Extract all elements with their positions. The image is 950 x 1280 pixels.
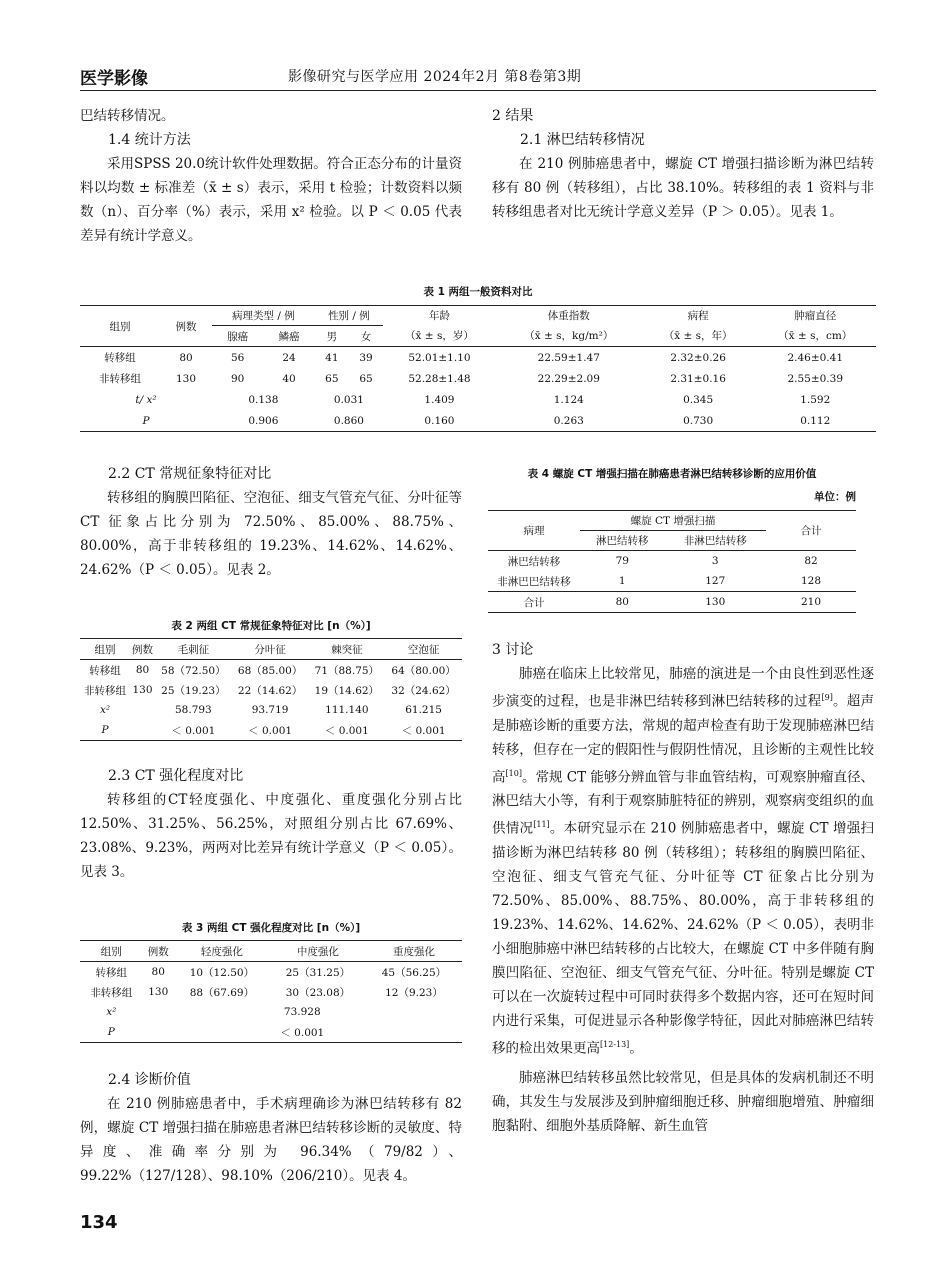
t4-h-path: 病理 — [523, 525, 545, 537]
t1-h-path: 病理类型 / 例 — [212, 306, 315, 326]
t1-cell: t/ x² — [135, 393, 157, 406]
t2-cell — [130, 700, 155, 720]
t2-header: 空泡征 — [407, 643, 440, 656]
t2-cell: 25（19.23） — [161, 684, 226, 697]
table-4 — [488, 466, 856, 613]
p3-part-a: 肺癌在临床上比较常见，肺癌的演进是一个由良性到恶性逐步演变的过程，也是非淋巴结转移到淋巴结转移的过程 — [492, 666, 874, 710]
t1-h-group: 组别 — [109, 320, 131, 333]
t2-header: 毛刺征 — [177, 643, 210, 656]
right-column-top — [492, 104, 874, 224]
t1-unit-course: （x̄ ± s，年） — [663, 330, 733, 343]
heading-2-3: 2.3 CT 强化程度对比 — [108, 768, 244, 784]
paragraph-2-3: 转移组的CT轻度强化、中度强化、重度强化分别占比 12.50%、31.25%、56.25%，对照组分别占比 67.69%、23.08%、9.23%，两两对比差异有统计学意义（P ＜ 0.05）。见表 3。 — [80, 792, 462, 880]
section-2-4 — [80, 1068, 462, 1188]
t4-h-total: 合计 — [800, 525, 822, 537]
t1-cell: 2.32±0.26 — [670, 351, 726, 364]
t2-header: 组别 — [94, 643, 116, 656]
t4-cell: 128 — [800, 575, 822, 587]
t1-cell: 0.160 — [424, 414, 455, 427]
t3-cell: 10（12.50） — [189, 966, 255, 979]
t2-cell: 58.793 — [175, 704, 212, 716]
t2-cell — [130, 720, 155, 741]
t3-header: 轻度强化 — [200, 945, 243, 958]
t3-header: 中度强化 — [296, 945, 339, 958]
t1-h-bmi: 体重指数 — [547, 310, 590, 323]
t2-cell: 64（80.00） — [391, 664, 456, 677]
journal-name: 医学影像 — [80, 69, 148, 89]
table-row — [80, 389, 876, 410]
t3-cell: 73.928 — [283, 1006, 321, 1018]
t2-cell: 61.215 — [405, 704, 442, 716]
t4-cell: 127 — [705, 575, 726, 587]
t1-cell: 2.31±0.16 — [670, 372, 726, 385]
t3-cell: 25（31.25） — [285, 966, 351, 979]
t4-cell: 130 — [705, 596, 726, 608]
t4-cell: 3 — [711, 555, 719, 567]
t1-cell: 0.906 — [248, 414, 279, 427]
table-row — [80, 410, 876, 432]
t1-cell: 52.01±1.10 — [408, 351, 471, 364]
citation-11: [11] — [533, 820, 550, 829]
t3-header: 例数 — [147, 945, 169, 958]
t1-cell: 41 — [325, 351, 339, 364]
t3-cell: 80 — [151, 966, 165, 978]
t3-cell: P — [107, 1026, 115, 1038]
t4-h-ct: 螺旋 CT 增强扫描 — [580, 511, 766, 531]
running-header — [80, 62, 876, 91]
t1-cell: 65 — [325, 372, 339, 385]
page-number: 134 — [80, 1212, 118, 1233]
t2-cell: 非转移组 — [84, 684, 126, 697]
paragraph-2-1: 在 210 例肺癌患者中，螺旋 CT 增强扫描诊断为淋巴结转移有 80 例（转移组），占比 38.10%。转移组的表 1 资料与非转移组患者对比无统计学意义差异（P ＞ 0.05）。见表 1。 — [492, 156, 874, 220]
t3-header: 重度强化 — [392, 945, 435, 958]
t1-cell: 0.730 — [683, 414, 714, 427]
t1-cell: 1.592 — [800, 393, 831, 406]
t2-cell: P — [101, 724, 109, 736]
t2-header: 棘突征 — [331, 643, 363, 656]
t1-cell: 非转移组 — [99, 373, 141, 385]
t4-cell: 80 — [615, 596, 629, 608]
p3-part-c: 。常规 CT 能够分辨血管与非血管结构，可观察肿瘤直径、淋巴结大小等，有利于观察肺脏特征的辨别，观察病变组织的血供情况 — [492, 769, 875, 837]
t2-cell: 80 — [135, 664, 150, 676]
table-2-grid — [80, 638, 462, 741]
heading-2-1: 2.1 淋巴结转移情况 — [520, 132, 645, 148]
table-row — [80, 347, 876, 369]
t3-cell: 非转移组 — [90, 986, 133, 999]
t1-sub-male: 男 — [326, 330, 338, 343]
heading-1-4: 1.4 统计方法 — [108, 132, 191, 148]
t4-cell: 79 — [615, 555, 629, 567]
table-3-grid — [80, 940, 462, 1043]
t2-cell: 58（72.50） — [161, 664, 226, 677]
t2-cell: 19（14.62） — [314, 684, 380, 697]
paragraph-3-2: 肺癌淋巴结转移虽然比较常见，但是具体的发病机制还不明确，其发生与发展涉及到肿瘤细胞迁移、肿瘤细胞增殖、肿瘤细胞黏附、细胞外基质降解、新生血管 — [492, 1070, 874, 1134]
table-3 — [80, 920, 462, 1043]
section-2-3 — [80, 764, 462, 884]
table-row — [488, 551, 856, 572]
t1-cell: 56 — [231, 351, 245, 364]
t4-sub-pos: 淋巴结转移 — [596, 535, 649, 547]
t1-cell: 40 — [282, 372, 296, 385]
t1-cell: 24 — [282, 351, 296, 364]
table-row — [80, 1002, 462, 1022]
t2-cell: ＜ 0.001 — [401, 724, 446, 737]
t2-cell: 转移组 — [89, 664, 121, 677]
t4-cell: 82 — [804, 555, 818, 567]
t2-cell: 32（24.62） — [391, 684, 456, 697]
table-2 — [80, 618, 462, 741]
citation-12-13: [12-13] — [600, 1039, 630, 1049]
t3-cell: 30（23.08） — [285, 986, 351, 999]
t1-cell: 52.28±1.48 — [408, 372, 471, 385]
t1-cell: P — [142, 414, 150, 427]
t1-cell: 90 — [231, 372, 245, 385]
t1-cell: 65 — [359, 372, 373, 385]
t1-cell: 0.263 — [553, 414, 584, 427]
t2-cell: 68（85.00） — [237, 664, 303, 677]
t1-h-n: 例数 — [175, 320, 197, 333]
paragraph-1-4: 采用SPSS 20.0统计软件处理数据。符合正态分布的计量资料以均数 ± 标准差（x̄ ± s）表示，采用 t 检验；计数资料以频数（n）、百分率（%）表示，采用 x² 检验。以 P ＜ 0.05 代表差异有统计学意义。 — [80, 156, 462, 244]
t1-cell: 2.55±0.39 — [787, 372, 844, 385]
citation-9: [9] — [821, 693, 833, 702]
t2-cell: 71（88.75） — [314, 664, 380, 677]
t2-header: 例数 — [132, 643, 154, 656]
paragraph-intro-tail: 巴结转移情况。 — [80, 108, 175, 124]
t1-cell: 22.29±2.09 — [537, 372, 600, 385]
t3-header: 组别 — [100, 945, 122, 958]
t1-cell: 80 — [179, 351, 193, 364]
table-4-unit: 单位：例 — [814, 491, 856, 503]
t1-unit-tumor: （x̄ ± s，cm） — [778, 330, 853, 343]
t3-cell: 转移组 — [95, 966, 128, 979]
p3-part-b: 。超声是肺癌诊断的重要方法，常规的超声检查有助于发现肺癌淋巴结转移，但存在一定的假阳性与假阴性情况，且诊断的主观性比较高 — [492, 693, 875, 785]
left-column-top — [80, 104, 462, 248]
t1-cell: 130 — [175, 372, 197, 385]
t4-cell: 1 — [618, 575, 626, 587]
paragraph-2-4: 在 210 例肺癌患者中，手术病理确诊为淋巴结转移有 82 例，螺旋 CT 增强扫描在肺癌患者淋巴结转移诊断的灵敏度、特异度、准确率分别为 96.34%（79/82）、99.22%（127/128）、98.10%（206/210）。见表 4。 — [80, 1096, 462, 1184]
t1-cell: 0.138 — [248, 393, 279, 406]
table-row — [80, 660, 462, 681]
table-row — [80, 700, 462, 720]
t1-sub-female: 女 — [360, 330, 372, 343]
t4-cell: 合计 — [523, 596, 545, 609]
t2-cell: 130 — [132, 684, 153, 696]
table-row — [80, 680, 462, 700]
t3-cell: 12（9.23） — [385, 986, 443, 999]
t3-cell: 88（67.69） — [189, 986, 255, 999]
t2-cell: 93.719 — [251, 704, 289, 716]
t1-sub-squam: 鳞癌 — [278, 330, 300, 343]
t4-cell: 淋巴结转移 — [507, 555, 561, 568]
table-row — [80, 720, 462, 741]
t3-cell: ＜ 0.001 — [280, 1026, 325, 1039]
table-1-grid — [80, 305, 876, 432]
table-row — [80, 982, 462, 1002]
section-2-2 — [80, 462, 462, 582]
heading-3-discussion: 3 讨论 — [492, 642, 534, 658]
p3-part-d: 。本研究显示在 210 例肺癌患者中，螺旋 CT 增强扫描诊断为淋巴结转移 80 例（转移组）；转移组的胸膜凹陷征、空泡征、细支气管充气征、分叶征等 CT 征象占比分别为 72.50%、85.00%、88.75%、80.00%，高于非转移组的 19.23%、14.62%、14.62%、24.62%（P ＜ 0.05），表明非小细胞肺癌中淋巴结转移的占比较大，在螺旋 CT 中多伴随有胸膜凹陷征、空泡征、细支气管充气征、分叶征。特别是螺旋 CT 可以在一次旋转过程中可同时获得多个数据内容，还可在短时间内进行采集，可促进显示各种影像学特征，因此对肺癌淋巴结转移的检出效果更高 — [492, 820, 875, 1056]
t1-unit-age: （x̄ ± s，岁） — [405, 330, 474, 343]
t1-cell: 2.46±0.41 — [787, 351, 844, 364]
t1-unit-bmi: （x̄ ± s，kg/m²） — [524, 330, 614, 343]
table-row — [488, 592, 856, 613]
table-1-caption: 表 1 两组一般资料对比 — [423, 286, 533, 298]
t1-cell: 1.124 — [553, 393, 584, 406]
paragraph-2-2: 转移组的胸膜凹陷征、空泡征、细支气管充气征、分叶征等 CT 征象占比分别为 72.50%、85.00%、88.75%、80.00%，高于非转移组的 19.23%、14.62%、14.62%、24.62%（P ＜ 0.05）。见表 2。 — [80, 490, 462, 578]
p3-part-e: 。 — [629, 1040, 643, 1056]
citation-10: [10] — [505, 768, 522, 778]
t2-cell: ＜ 0.001 — [171, 724, 216, 737]
t4-sub-neg: 非淋巴结转移 — [683, 535, 747, 547]
table-row — [80, 962, 462, 983]
table-1 — [80, 284, 876, 432]
t3-cell: x² — [106, 1006, 117, 1018]
t1-cell: 39 — [359, 351, 373, 364]
t1-sub-adeno: 腺癌 — [227, 330, 249, 343]
heading-2-results: 2 结果 — [492, 108, 534, 124]
t1-cell: 0.860 — [333, 414, 364, 427]
section-3-discussion — [492, 638, 874, 1138]
table-4-caption: 表 4 螺旋 CT 增强扫描在肺癌患者淋巴结转移诊断的应用价值 — [527, 468, 817, 480]
table-3-caption: 表 3 两组 CT 强化程度对比 [n（%）] — [181, 922, 361, 934]
table-row — [80, 1022, 462, 1043]
t3-cell: 45（56.25） — [381, 966, 447, 979]
table-row — [80, 368, 876, 389]
t4-cell: 210 — [800, 596, 822, 608]
t1-cell: 1.409 — [424, 393, 455, 406]
heading-2-4: 2.4 诊断价值 — [108, 1072, 191, 1088]
t1-h-course: 病程 — [687, 310, 709, 323]
t1-h-tumor: 肿瘤直径 — [794, 310, 837, 323]
t2-cell: x² — [99, 704, 111, 716]
t2-cell: 111.140 — [325, 704, 369, 716]
t1-cell: 0.345 — [683, 393, 714, 406]
heading-2-2: 2.2 CT 常规征象特征对比 — [108, 466, 272, 482]
paragraph-3-1 — [492, 662, 874, 1060]
t4-cell: 非淋巴巴结转移 — [497, 575, 571, 588]
t1-cell: 转移组 — [104, 352, 136, 364]
table-2-caption: 表 2 两组 CT 常规征象特征对比 [n（%）] — [171, 620, 371, 632]
t2-cell: 22（14.62） — [237, 684, 303, 697]
t2-header: 分叶征 — [254, 643, 286, 656]
table-4-grid — [488, 510, 856, 613]
t1-cell: 0.112 — [800, 414, 831, 427]
issue-info: 影像研究与医学应用 2024年2月 第8卷第3期 — [288, 69, 582, 85]
t1-cell: 0.031 — [333, 393, 364, 406]
t2-cell: ＜ 0.001 — [324, 724, 369, 737]
t1-h-sex: 性别 / 例 — [315, 306, 383, 326]
t1-h-age: 年龄 — [428, 310, 450, 323]
t3-cell: 130 — [148, 986, 169, 998]
t2-cell: ＜ 0.001 — [248, 724, 293, 737]
t1-cell: 22.59±1.47 — [537, 351, 600, 364]
table-row — [488, 571, 856, 592]
